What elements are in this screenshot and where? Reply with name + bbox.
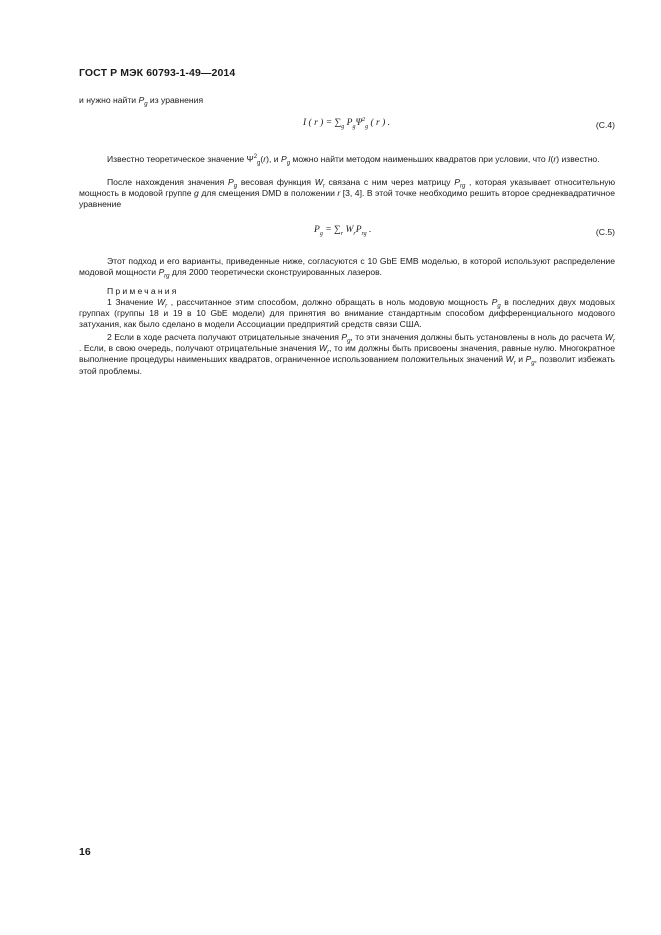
equation-number-c5: (С.5) (595, 227, 615, 237)
paragraph-1: Известно теоретическое значение $\Psi^2_g(r)$, и $P_g$ можно найти методом наименьших квадратов при условии, что I(r) известно. (107, 154, 600, 167)
document-header: ГОСТ Р МЭК 60793-1-49—2014 (79, 67, 236, 79)
paragraph-2: После нахождения значения $P_g$ весовая функция $W_r$ связана с ним через матрицу $P_{rg}$ , которая указывает относительную мощность в модовой группе g для смещения DMD в положении r [3, 4]. В этой точке необходимо решить второе среднеквадратичное уравнение (79, 177, 616, 210)
intro-line: и нужно найти $P_g$ из уравнения (79, 95, 204, 108)
notes-heading: Примечания (107, 286, 179, 296)
note-1: 1 Значение $W_r$ , рассчитанное этим способом, должно обращать в ноль модовую мощность $P_g$ в последних двух модовых группах (группы 18 и 19 в 10 GbE модели) для принятия во внимание стандартным способом дифференциального модового затухания, как было сделано в модели Ассоциации предприятий средств связи США. (79, 297, 616, 330)
note-2: 2 Если в ходе расчета получают отрицательные значения $P_g$, то эти значения должны быть установлены в ноль до расчета $W_r$ . Если, в свою очередь, получают отрицательные значения $W_r$, то им должны быть присвоены значения, равные нулю. Многократное выполнение процедуры наименьших квадратов, ограниченное использованием положительных значений $W_r$ и $P_g$, позволит избежать этой проблемы. (79, 332, 616, 376)
paragraph-3: Этот подход и его варианты, приведенные ниже, согласуются с 10 GbE EMB моделью, в которой используют распределение модовой мощности $P_{rg}$ для 2000 теоретически сконструированных лазеров. (79, 256, 615, 280)
equation-c4: I ( r ) = $\sum_g$ $P_g\Psi^2_g$ ( r ) . (303, 116, 391, 130)
equation-number-c4: (С.4) (595, 120, 615, 130)
page-number: 16 (79, 846, 91, 858)
equation-c5: $P_g = \sum_r$ $W_rP_{rg}$ . (314, 225, 372, 237)
